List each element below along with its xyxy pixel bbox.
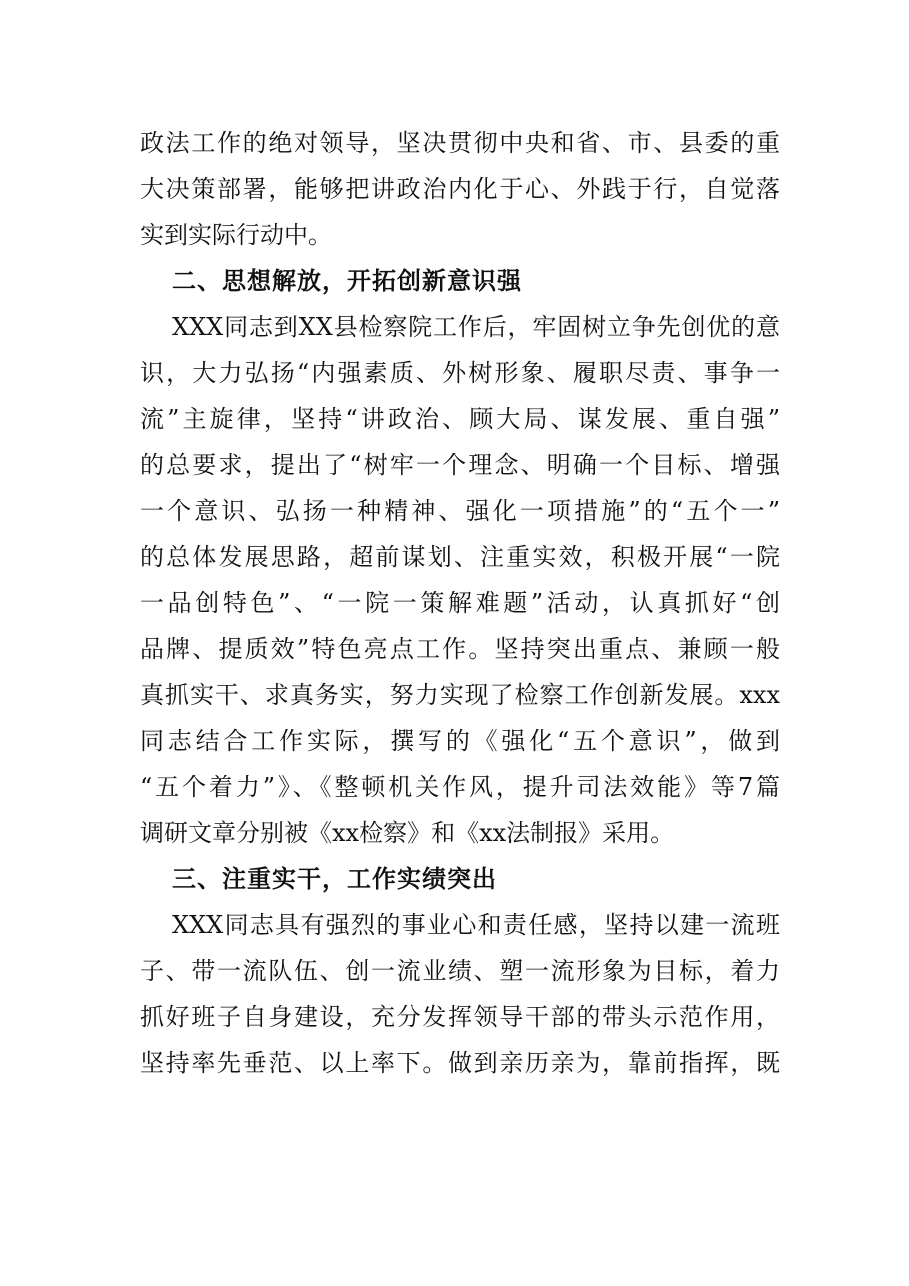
paragraph-line: “五个着力”》、《整顿机关作风，提升司法效能》等7篇 [140, 773, 780, 801]
paragraph-line: XXX同志具有强烈的事业心和责任感，坚持以建一流班 [172, 911, 780, 939]
paragraph-line: 识，大力弘扬“内强素质、外树形象、履职尽责、事争一 [140, 359, 780, 387]
paragraph-line: 坚持率先垂范、以上率下。做到亲历亲为，靠前指挥，既 [140, 1049, 780, 1077]
paragraph-line: 的总体发展思路，超前谋划、注重实效，积极开展“一院 [140, 543, 780, 571]
paragraph-line: 品牌、提质效”特色亮点工作。坚持突出重点、兼顾一般 [140, 635, 780, 663]
paragraph-line: 政法工作的绝对领导，坚决贯彻中央和省、市、县委的重 [140, 129, 780, 157]
paragraph-line: 同志结合工作实际，撰写的《强化“五个意识”，做到 [140, 727, 780, 755]
section-heading: 三、注重实干，工作实绩突出 [172, 864, 497, 893]
paragraph-line: 子、带一流队伍、创一流业绩、塑一流形象为目标，着力 [140, 957, 780, 985]
paragraph-line: 的总要求，提出了“树牢一个理念、明确一个目标、增强 [140, 451, 780, 479]
paragraph-line: 调研文章分别被《xx检察》和《xx法制报》采用。 [140, 819, 675, 847]
section-heading: 二、思想解放，开拓创新意识强 [172, 266, 522, 295]
paragraph-line: 真抓实干、求真务实，努力实现了检察工作创新发展。xxx [140, 681, 780, 709]
document-body [140, 120, 780, 1086]
paragraph-line: 抓好班子自身建设，充分发挥领导干部的带头示范作用， [140, 1003, 780, 1031]
paragraph-line: 实到实际行动中。 [140, 221, 332, 249]
paragraph-line: 一品创特色”、“一院一策解难题”活动，认真抓好“创 [140, 589, 780, 617]
paragraph-line: 大决策部署，能够把讲政治内化于心、外践于行，自觉落 [140, 175, 780, 203]
paragraph-line: XXX同志到XX县检察院工作后，牢固树立争先创优的意 [172, 313, 780, 341]
paragraph-line: 流”主旋律，坚持“讲政治、顾大局、谋发展、重自强” [140, 405, 780, 433]
paragraph-line: 一个意识、弘扬一种精神、强化一项措施”的“五个一” [140, 497, 780, 525]
